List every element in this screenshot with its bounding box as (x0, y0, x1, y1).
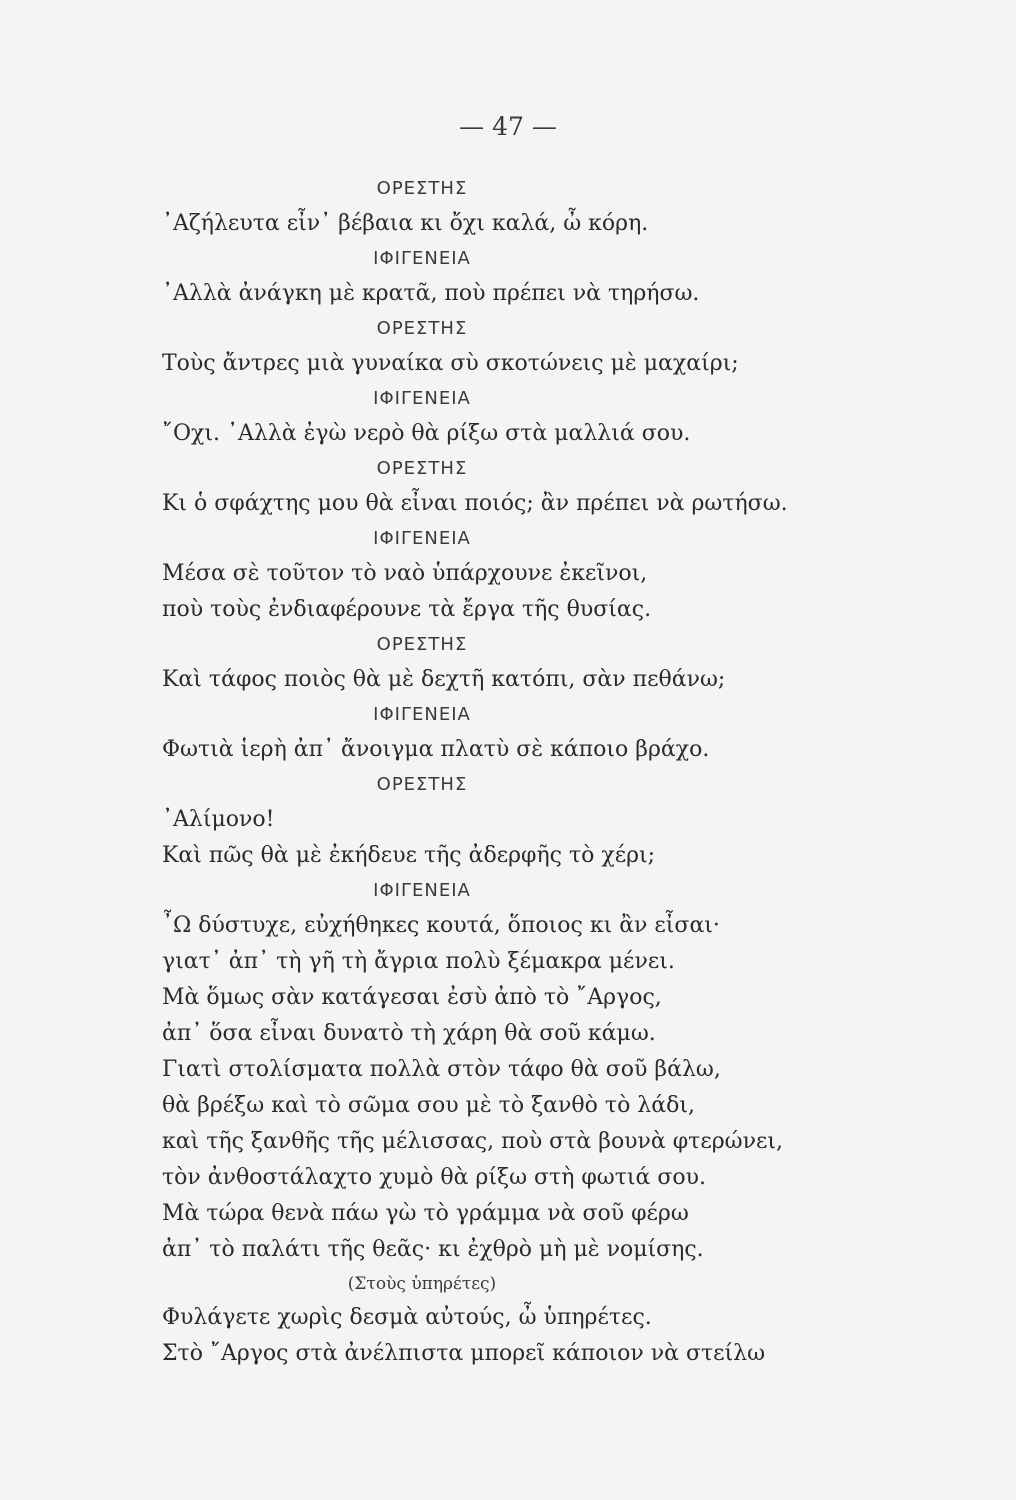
verse-line: Μὰ τώρα θενὰ πάω γὼ τὸ γράμμα νὰ σοῦ φέρω (162, 1201, 689, 1226)
speaker-name: ΟΡΕΣΤΗΣ (376, 634, 468, 655)
speaker-name: ΟΡΕΣΤΗΣ (376, 458, 468, 479)
verse-line: ῎Οχι. ᾿Αλλὰ ἐγὼ νερὸ θὰ ρίξω στὰ μαλλιά σου. (162, 421, 691, 446)
verse-line: ᾿Αζήλευτα εἶν᾿ βέβαια κι ὄχι καλά, ὦ κόρη. (162, 211, 649, 236)
speaker-name: ΙΦΙΓΕΝΕΙΑ (373, 528, 471, 549)
verse-line: Κι ὁ σφάχτης μου θὰ εἶναι ποιός; ἂν πρέπει νὰ ρωτήσω. (162, 491, 788, 516)
speaker-name: ΙΦΙΓΕΝΕΙΑ (373, 880, 471, 901)
verse-line: καὶ τῆς ξανθῆς τῆς μέλισσας, ποὺ στὰ βουνὰ φτερώνει, (162, 1129, 784, 1154)
speaker-name: ΟΡΕΣΤΗΣ (376, 178, 468, 199)
speaker-name: ΙΦΙΓΕΝΕΙΑ (373, 248, 471, 269)
page-number: — 47 — (459, 112, 557, 141)
speaker-name: ΟΡΕΣΤΗΣ (376, 318, 468, 339)
verse-line: ποὺ τοὺς ἐνδιαφέρουνε τὰ ἔργα τῆς θυσίας. (162, 597, 652, 622)
speaker-name: ΙΦΙΓΕΝΕΙΑ (373, 388, 471, 409)
verse-line: Γιατὶ στολίσματα πολλὰ στὸν τάφο θὰ σοῦ βάλω, (162, 1057, 721, 1082)
verse-line: Καὶ πῶς θὰ μὲ ἐκήδευε τῆς ἀδερφῆς τὸ χέρι; (162, 843, 656, 868)
verse-line: Μέσα σὲ τοῦτον τὸ ναὸ ὑπάρχουνε ἐκεῖνοι, (162, 561, 648, 586)
verse-line: τὸν ἀνθοστάλαχτο χυμὸ θὰ ρίξω στὴ φωτιά σου. (162, 1165, 707, 1190)
verse-line: θὰ βρέξω καὶ τὸ σῶμα σου μὲ τὸ ξανθὸ τὸ λάδι, (162, 1093, 695, 1118)
verse-line: Μὰ ὅμως σὰν κατάγεσαι ἐσὺ ἀπὸ τὸ ῎Αργος, (162, 985, 662, 1010)
verse-line: ᾿Αλίμονο! (162, 807, 275, 832)
stage-direction: (Στοὺς ὑπηρέτες) (347, 1274, 497, 1294)
speaker-name: ΟΡΕΣΤΗΣ (376, 774, 468, 795)
verse-line: Φυλάγετε χωρὶς δεσμὰ αὐτούς, ὦ ὑπηρέτες. (162, 1305, 652, 1330)
verse-line: Φωτιὰ ἱερὴ ἀπ᾿ ἄνοιγμα πλατὺ σὲ κάποιο βράχο. (162, 737, 710, 762)
verse-line: ἀπ᾿ τὸ παλάτι τῆς θεᾶς· κι ἐχθρὸ μὴ μὲ νομίσης. (162, 1237, 704, 1262)
verse-line: ᾿Αλλὰ ἀνάγκη μὲ κρατᾶ, ποὺ πρέπει νὰ τηρήσω. (162, 281, 700, 306)
verse-line: Στὸ ῎Αργος στὰ ἀνέλπιστα μπορεῖ κάποιον νὰ στείλω (162, 1341, 766, 1366)
verse-line: Καὶ τάφος ποιὸς θὰ μὲ δεχτῆ κατόπι, σὰν πεθάνω; (162, 667, 726, 692)
verse-line: ῏Ω δύστυχε, εὐχήθηκες κουτά, ὅποιος κι ἂν εἶσαι· (162, 913, 720, 938)
speaker-name: ΙΦΙΓΕΝΕΙΑ (373, 704, 471, 725)
verse-line: ἀπ᾿ ὅσα εἶναι δυνατὸ τὴ χάρη θὰ σοῦ κάμω. (162, 1021, 656, 1046)
dialogue-text (162, 172, 862, 1372)
verse-line: γιατ᾿ ἀπ᾿ τὴ γῆ τὴ ἄγρια πολὺ ξέμακρα μένει. (162, 949, 675, 974)
verse-line: Τοὺς ἄντρες μιὰ γυναίκα σὺ σκοτώνεις μὲ μαχαίρι; (162, 351, 739, 376)
